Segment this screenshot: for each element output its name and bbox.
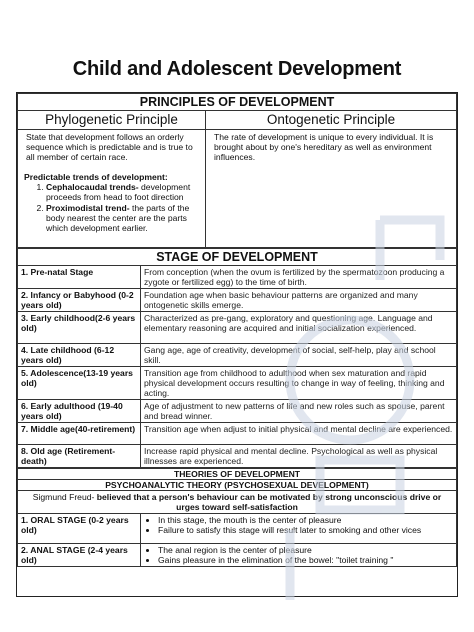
ontogenetic-cell <box>206 130 457 248</box>
list-item: 1. Cephalocaudal trends- development proceeds from head to foot direction <box>46 182 201 202</box>
freud-statement <box>18 491 457 514</box>
list-item: 2. Proximodistal trend- the parts of the body nearest the center are the parts which development earlier. <box>46 203 201 233</box>
ontogenetic-heading: Ontogenetic Principle <box>206 111 457 130</box>
stage-description: Characterized as pre-gang, exploratory and questioning age. Language and elementary reasoning are acquired and initial socialization experienced. <box>141 312 457 344</box>
stages-header: STAGE OF DEVELOPMENT <box>18 249 457 266</box>
stage-description: Transition age from childhood to adulthood when sex maturation and rapid physical development occurs resulting to change in way of feeling, thinking and acting. <box>141 367 457 400</box>
table-row <box>18 344 457 367</box>
table-row <box>18 423 457 445</box>
phylogenetic-heading: Phylogenetic Principle <box>18 111 206 130</box>
stage-description: Foundation age when basic behaviour patterns are organized and many ontogenetic skills emerge. <box>141 289 457 312</box>
table-row <box>18 544 457 567</box>
psychoanalytic-header: PSYCHOANALYTIC THEORY (PSYCHOSEXUAL DEVELOPMENT) <box>18 480 457 491</box>
stage-name: 5. Adolescence(13-19 years old) <box>18 367 141 400</box>
list-item: • The anal region is the center of pleasure <box>158 545 453 555</box>
page-title: Child and Adolescent Development <box>72 58 402 80</box>
psychosexual-stage-points <box>141 544 457 567</box>
psychosexual-stage-points <box>141 514 457 544</box>
psychosexual-stage-name: 2. ANAL STAGE (2-4 years old) <box>18 544 141 567</box>
table-row <box>18 400 457 423</box>
stage-name: 2. Infancy or Babyhood (0-2 years old) <box>18 289 141 312</box>
table-row <box>18 514 457 544</box>
stage-name: 8. Old age (Retirement-death) <box>18 445 141 468</box>
table-row <box>18 266 457 289</box>
list-item: • Gains pleasure in the elimination of the bowel: "toilet training " <box>158 555 453 565</box>
phylogenetic-cell <box>18 130 206 248</box>
trends-label: Predictable trends of development: <box>24 172 168 182</box>
table-row <box>18 367 457 400</box>
stage-name: 1. Pre-natal Stage <box>18 266 141 289</box>
stage-description: Age of adjustment to new patterns of life and new roles such as spouse, parent and bread winner. <box>141 400 457 423</box>
psychosexual-stage-name: 1. ORAL STAGE (0-2 years old) <box>18 514 141 544</box>
list-item: • Failure to satisfy this stage will result later to smoking and other vices <box>158 525 453 535</box>
list-item: • In this stage, the mouth is the center of pleasure <box>158 515 453 525</box>
freud-name: Sigmund Freud- <box>32 492 95 502</box>
stage-name: 3. Early childhood(2-6 years old) <box>18 312 141 344</box>
ontogenetic-text: The rate of development is unique to every individual. It is brought about by one's hereditary as well as environment influences. <box>214 132 434 162</box>
document-table-frame <box>16 92 458 597</box>
stage-name: 6. Early adulthood (19-40 years old) <box>18 400 141 423</box>
stage-name: 4. Late childhood (6-12 years old) <box>18 344 141 367</box>
table-row <box>18 312 457 344</box>
phylogenetic-text: State that development follows an orderly sequence which is predictable and is true to all member of certain race. <box>26 132 193 162</box>
stage-description: Increase rapid physical and mental decline. Psychological as well as physical illnesses are experienced. <box>141 445 457 468</box>
table-row <box>18 445 457 468</box>
theories-header: THEORIES OF DEVELOPMENT <box>18 469 457 480</box>
stage-description: From conception (when the ovum is fertilized by the spermatozoon producing a zygote or fertilized egg) to the time of birth. <box>141 266 457 289</box>
trends-list <box>46 182 201 233</box>
stage-description: Gang age, age of creativity, development of social, self-help, play and school skill. <box>141 344 457 367</box>
table-row <box>18 289 457 312</box>
principles-table <box>17 93 457 248</box>
freud-text: believed that a person's behaviour can be motivated by strong unconscious drive or urges toward self-satisfaction <box>94 492 442 512</box>
theories-table <box>17 468 457 567</box>
principles-header: PRINCIPLES OF DEVELOPMENT <box>18 94 457 111</box>
stage-name: 7. Middle age(40-retirement) <box>18 423 141 445</box>
stages-table <box>17 248 457 468</box>
stage-description: Transition age when adjust to initial physical and mental decline are experienced. <box>141 423 457 445</box>
